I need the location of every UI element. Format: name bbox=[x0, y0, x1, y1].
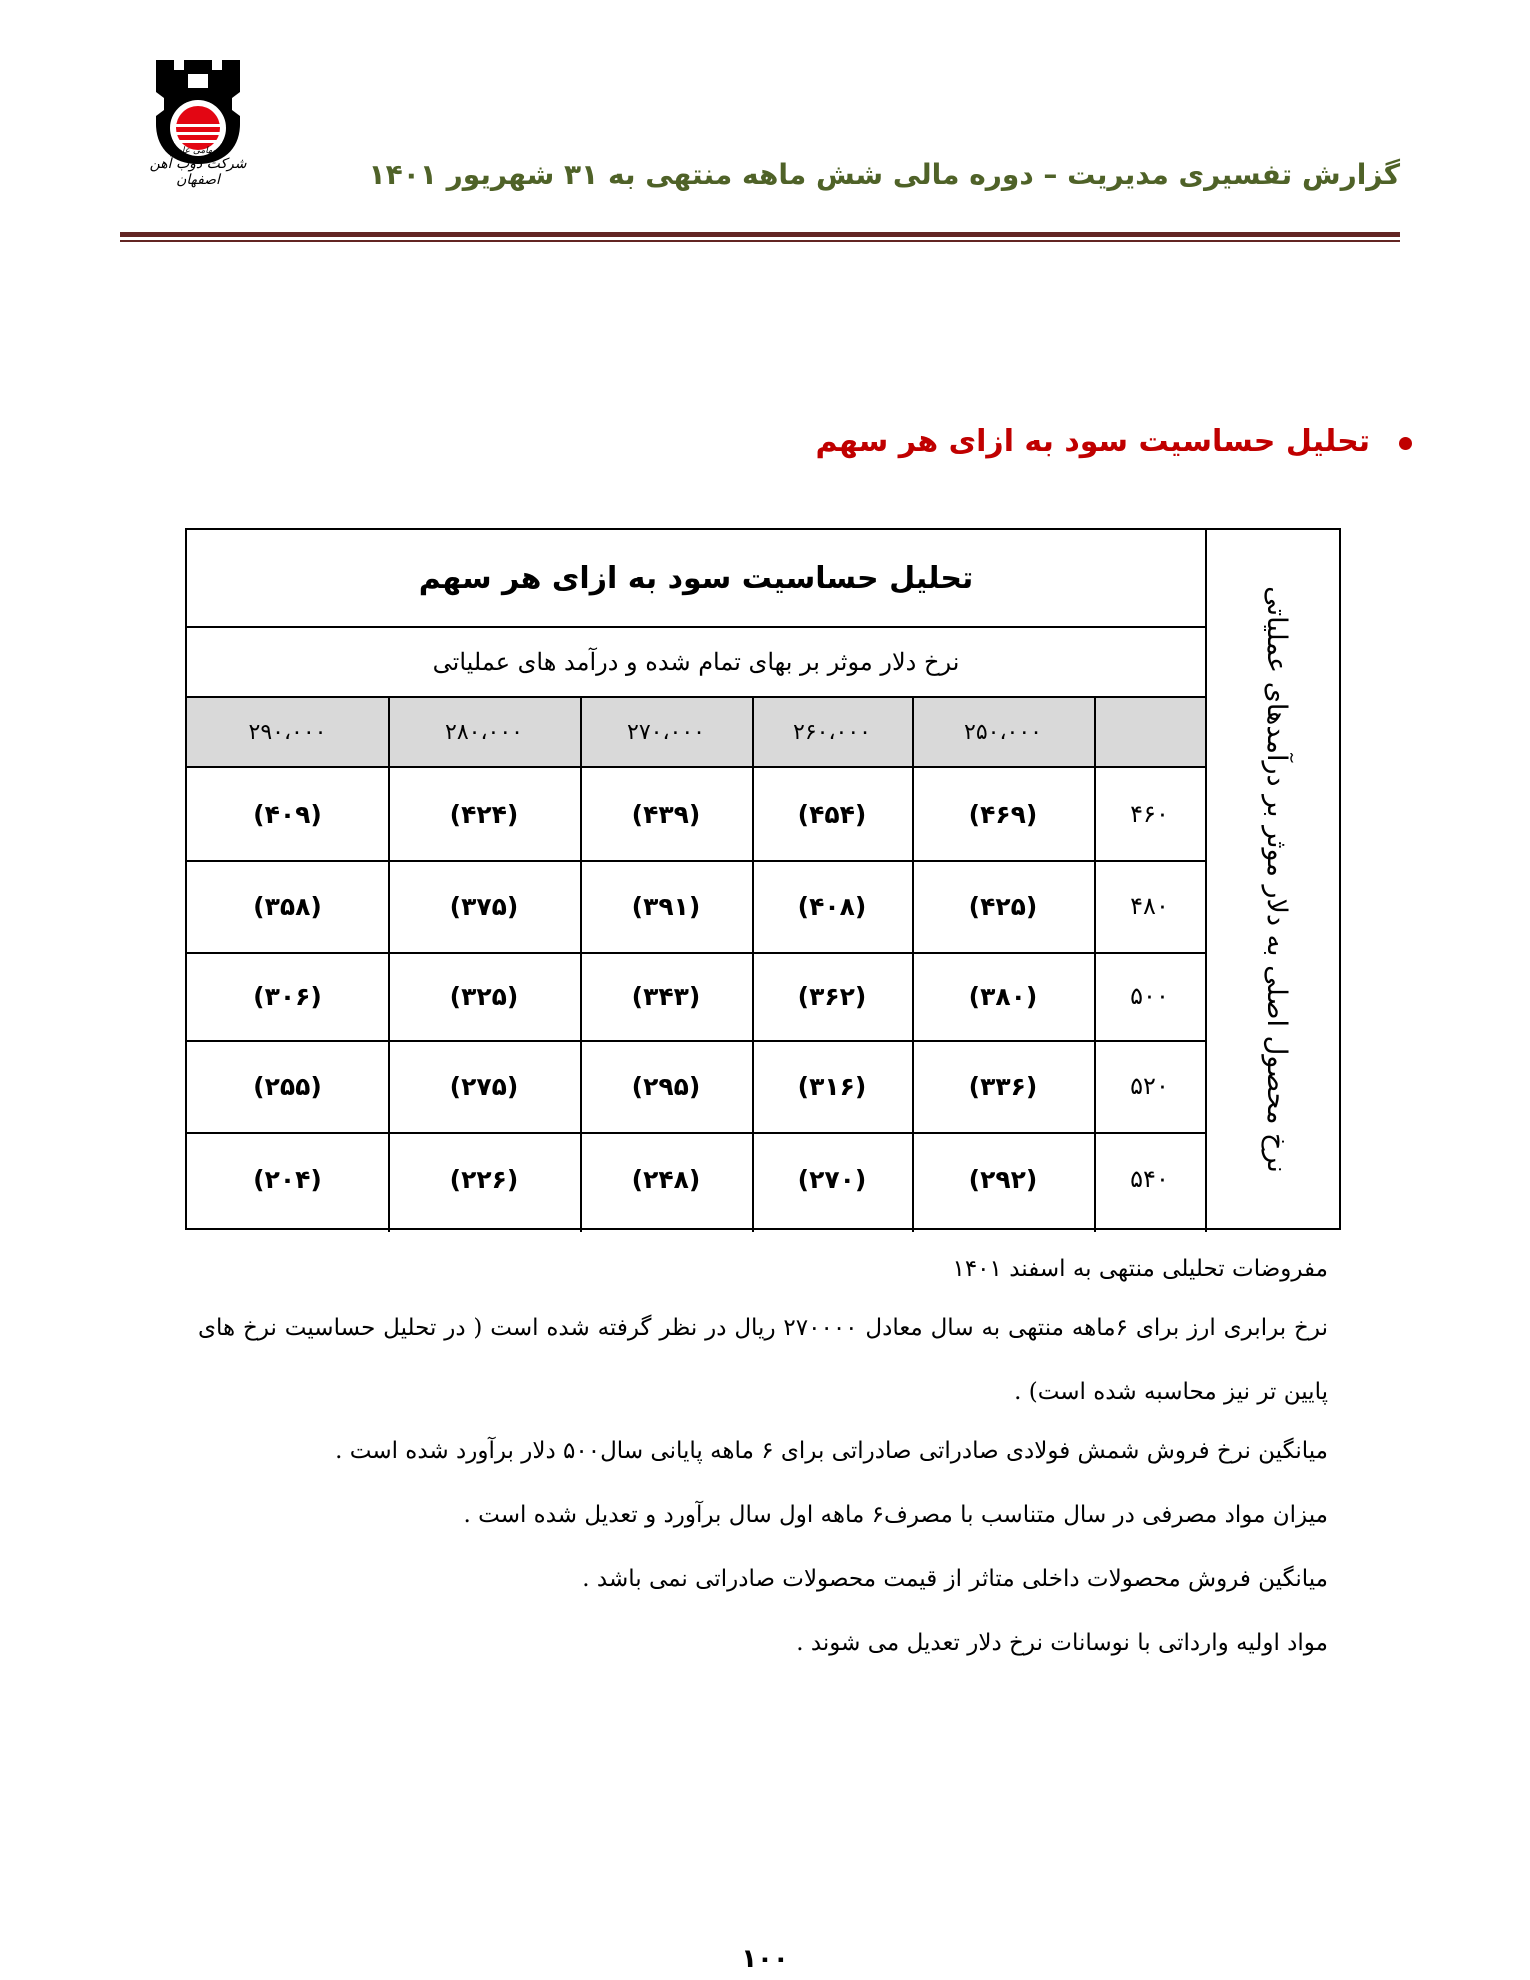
note-item: میانگین نرخ فروش شمش فولادی صادراتی صادراتی برای ۶ ماهه پایانی سال۵۰۰ دلار برآورد شده است . bbox=[335, 1438, 1328, 1464]
page-number: ۱۰۰ bbox=[741, 1944, 789, 1974]
table-cell: (۳۹۱) bbox=[631, 891, 701, 921]
table-cell: (۳۲۵) bbox=[449, 981, 519, 1011]
table-cell: (۴۵۴) bbox=[797, 799, 867, 829]
table-cell: (۴۰۸) bbox=[797, 891, 867, 921]
row-label: ۵۲۰ bbox=[1130, 1072, 1169, 1100]
table-cell: (۲۹۲) bbox=[968, 1164, 1038, 1194]
row-label: ۴۸۰ bbox=[1130, 892, 1169, 920]
table-cell: (۳۳۶) bbox=[968, 1071, 1038, 1101]
sensitivity-table bbox=[185, 528, 1341, 1230]
table-cell: (۳۵۸) bbox=[253, 891, 322, 921]
note-item: میانگین فروش محصولات داخلی متاثر از قیمت محصولات صادراتی نمی باشد . bbox=[582, 1566, 1328, 1592]
row-axis-label bbox=[1212, 528, 1340, 1230]
table-cell: (۳۴۳) bbox=[631, 981, 701, 1011]
table-cell: (۳۰۶) bbox=[253, 981, 322, 1011]
report-header-title: گزارش تفسیری مدیریت – دوره مالی شش ماهه منتهی به ۳۱ شهریور ۱۴۰۱ bbox=[368, 158, 1400, 191]
table-cell: (۲۷۰) bbox=[797, 1164, 867, 1194]
table-cell: (۳۸۰) bbox=[968, 981, 1038, 1011]
row-label: ۵۰۰ bbox=[1130, 982, 1169, 1010]
row-label: ۵۴۰ bbox=[1130, 1165, 1169, 1193]
note-item: مواد اولیه وارداتی با نوسانات نرخ دلار تعدیل می شوند . bbox=[796, 1630, 1328, 1656]
table-cell: (۴۳۹) bbox=[631, 799, 701, 829]
table-cell: (۳۱۶) bbox=[797, 1071, 867, 1101]
table-cell: (۲۹۵) bbox=[631, 1071, 701, 1101]
header-divider-thin bbox=[120, 240, 1400, 242]
column-header: ۲۶۰،۰۰۰ bbox=[793, 719, 871, 745]
bullet-icon bbox=[1399, 437, 1412, 450]
table-cell: (۲۲۶) bbox=[449, 1164, 519, 1194]
table-cell: (۳۶۲) bbox=[797, 981, 867, 1011]
table-cell: (۲۵۵) bbox=[253, 1071, 322, 1101]
table-cell: (۲۰۴) bbox=[253, 1164, 322, 1194]
logo-caption-small: (سهامی عام) bbox=[172, 146, 224, 156]
table-cell: (۴۰۹) bbox=[253, 799, 322, 829]
header-divider bbox=[120, 232, 1400, 237]
table-cell: (۴۲۴) bbox=[449, 799, 519, 829]
table-cell: (۴۶۹) bbox=[968, 799, 1038, 829]
column-header: ۲۸۰،۰۰۰ bbox=[445, 719, 523, 745]
note-item: میزان مواد مصرفی در سال متناسب با مصرف۶ ماهه اول سال برآورد و تعدیل شده است . bbox=[463, 1502, 1328, 1528]
logo-caption-main: شرکت ذوب آهن اصفهان bbox=[149, 156, 247, 188]
logo-caption bbox=[128, 146, 268, 188]
table-cell: (۲۷۵) bbox=[449, 1071, 519, 1101]
table-title: تحلیل حساسیت سود به ازای هر سهم bbox=[418, 560, 974, 596]
column-header: ۲۹۰،۰۰۰ bbox=[248, 719, 327, 745]
row-label: ۴۶۰ bbox=[1130, 800, 1169, 828]
row-axis-label-text: نرخ محصول اصلی به دلار موثر بر درآمدهای عملیاتی bbox=[1260, 585, 1292, 1173]
table-cell: (۴۲۵) bbox=[968, 891, 1038, 921]
table-subtitle: نرخ دلار موثر بر بهای تمام شده و درآمد های عملیاتی bbox=[432, 648, 960, 676]
table-cell: (۲۴۸) bbox=[631, 1164, 701, 1194]
note-item: نرخ برابری ارز برای ۶ماهه منتهی به سال معادل ۲۷۰۰۰۰ ریال در نظر گرفته شده است ( در تحلیل حساسیت نرخ های پایین تر نیز محاسبه شده است) . bbox=[198, 1315, 1328, 1405]
column-header: ۲۵۰،۰۰۰ bbox=[964, 719, 1042, 745]
table-rule bbox=[1205, 530, 1207, 1232]
table-cell: (۳۷۵) bbox=[449, 891, 519, 921]
column-header: ۲۷۰،۰۰۰ bbox=[627, 719, 705, 745]
note-heading: مفروضات تحلیلی منتهی به اسفند ۱۴۰۱ bbox=[952, 1256, 1328, 1282]
section-heading: تحلیل حساسیت سود به ازای هر سهم bbox=[815, 424, 1370, 459]
